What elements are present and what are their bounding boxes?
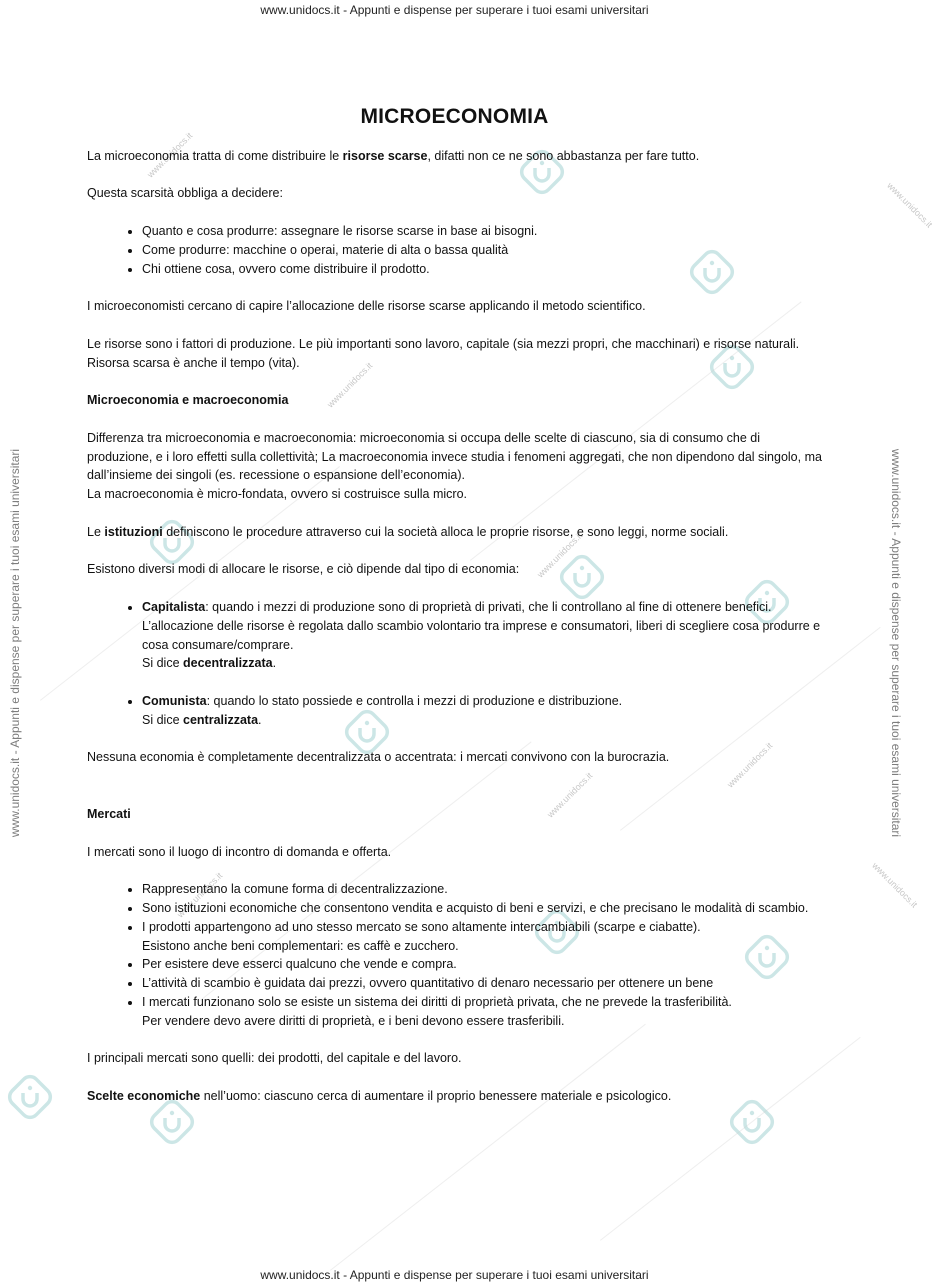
watermark-diagonal-text: www.unidocs.it — [870, 860, 920, 910]
list-item: • Come produrre: macchine o operai, materie di alta o bassa qualità — [142, 241, 822, 260]
paragraph-microeconomists: I microeconomisti cercano di capire l’allocazione delle risorse scarse applicando il metodo scientifico. — [87, 299, 646, 314]
watermark-side-left: www.unidocs.it - Appunti e dispense per superare i tuoi esami universitari — [8, 448, 22, 838]
paragraph-resources — [87, 335, 822, 373]
text-run: Si dice — [142, 656, 183, 671]
watermark-diagonal-text: www.unidocs.it — [725, 740, 775, 790]
paragraph-intro — [87, 147, 822, 166]
paragraph-scarcity: Questa scarsità obbliga a decidere: — [87, 186, 283, 201]
text-run: Le risorse sono i fattori di produzione. Le più importanti sono lavoro, capitale (sia mezzi propri, che macchinari) e risorse naturali. — [87, 336, 800, 351]
watermark-header: www.unidocs.it - Appunti e dispense per superare i tuoi esami universitari — [260, 3, 649, 17]
watermark-diagonal-text: www.unidocs.it — [535, 530, 585, 580]
watermark-diagonal-text: www.unidocs.it — [325, 360, 375, 410]
paragraph-institutions — [87, 523, 822, 542]
bold-term: Comunista — [142, 693, 207, 708]
heading-mercati: Mercati — [87, 807, 131, 822]
list-item: • Sono istituzioni economiche che consentono vendita e acquisto di beni e servizi, e che precisano le modalità di scambio. — [142, 899, 822, 918]
list-item: • Per esistere deve esserci qualcuno che vende e compra. — [142, 955, 822, 974]
list-item: • I prodotti appartengono ad uno stesso mercato se sono altamente intercambiabili (scarpe e ciabatte). Esistono anche beni complementari: es caffè e zucchero. — [142, 918, 822, 956]
text-run: Le — [87, 524, 105, 539]
text-run: La microeconomia tratta di come distribuire le — [87, 148, 343, 163]
economy-types-list — [87, 598, 822, 730]
bold-term: decentralizzata — [183, 656, 273, 671]
watermark-diagonal-text: www.unidocs.it — [175, 870, 225, 920]
bold-term: Capitalista — [142, 599, 206, 614]
paragraph-main-markets: I principali mercati sono quelli: dei prodotti, del capitale e del lavoro. — [87, 1051, 462, 1066]
text-run: Si dice — [142, 712, 183, 727]
text-run: La macroeconomia è micro-fondata, ovvero si costruisce sulla micro. — [87, 487, 468, 502]
watermark-diagonal-text: www.unidocs.it — [145, 130, 195, 180]
text-run: L’allocazione delle risorse è regolata dallo scambio volontario tra imprese e consumatori, liberi di scegliere cosa produrre e cosa consumare/comprare. — [142, 618, 821, 652]
list-item-capitalista — [142, 598, 822, 673]
bold-term: risorse scarse — [342, 148, 428, 163]
bold-term: centralizzata — [183, 712, 259, 727]
text-run: nell’uomo: ciascuno cerca di aumentare il proprio benessere materiale e psicologico. — [200, 1089, 672, 1104]
decision-list — [87, 222, 822, 278]
watermark-diagonal-text: www.unidocs.it — [885, 180, 934, 230]
paragraph-no-economy: Nessuna economia è completamente decentralizzata o accentrata: i mercati convivono con la burocrazia. — [87, 750, 670, 765]
watermark-diagonal-text: www.unidocs.it — [545, 770, 595, 820]
bold-term: Scelte economiche — [87, 1089, 201, 1104]
list-item: • Rappresentano la comune forma di decentralizzazione. — [142, 880, 822, 899]
unidocs-logo-icon — [8, 1075, 52, 1119]
watermark-side-right: www.unidocs.it - Appunti e dispense per superare i tuoi esami universitari — [889, 448, 903, 838]
paragraph-allocation: Esistono diversi modi di allocare le risorse, e ciò dipende dal tipo di economia: — [87, 562, 520, 577]
paragraph-markets: I mercati sono il luogo di incontro di domanda e offerta. — [87, 844, 392, 859]
markets-list — [87, 880, 822, 1030]
document-page — [87, 105, 822, 1125]
list-item-comunista — [142, 692, 822, 730]
text-run: , difatti non ce ne sono abbastanza per fare tutto. — [427, 148, 700, 163]
list-item: • Quanto e cosa produrre: assegnare le risorse scarse in base ai bisogni. — [142, 222, 822, 241]
list-item: • Chi ottiene cosa, ovvero come distribuire il prodotto. — [142, 260, 822, 279]
watermark-footer: www.unidocs.it - Appunti e dispense per superare i tuoi esami universitari — [260, 1268, 649, 1282]
list-item: • L’attività di scambio è guidata dai prezzi, ovvero quantitativo di denaro necessario per ottenere un bene — [142, 974, 822, 993]
bold-term: istituzioni — [104, 524, 163, 539]
text-run: . — [258, 712, 262, 727]
text-run: : quando lo stato possiede e controlla i mezzi di produzione e distribuzione. — [206, 693, 623, 708]
paragraph-difference — [87, 429, 822, 504]
text-run: definiscono le procedure attraverso cui la società alloca le proprie risorse, e sono leggi, norme sociali. — [162, 524, 729, 539]
text-run: Risorsa scarsa è anche il tempo (vita). — [87, 355, 300, 370]
text-run: Differenza tra microeconomia e macroeconomia: microeconomia si occupa delle scelte di ciascuno, sia di consumo che di produzione, e i loro effetti sulla collettività; La macroeconomia invece studia i fenomeni aggregati, che non dipendono dal singolo, ma dall’insieme dei singoli (es. recessione o espansione dell’economia). — [87, 430, 822, 483]
document-title: MICROECONOMIA — [360, 105, 549, 128]
heading-micro-macro: Microeconomia e macroeconomia — [87, 393, 289, 408]
paragraph-economic-choices — [87, 1087, 822, 1106]
text-run: : quando i mezzi di produzione sono di proprietà di privati, che li controllano al fine di ottenere benefici. — [205, 599, 772, 614]
text-run: . — [272, 656, 277, 671]
list-item: • I mercati funzionano solo se esiste un sistema dei diritti di proprietà privata, che ne prevede la trasferibilità. Per vendere devo avere diritti di proprietà, e i beni devono essere trasferibili. — [142, 993, 822, 1031]
